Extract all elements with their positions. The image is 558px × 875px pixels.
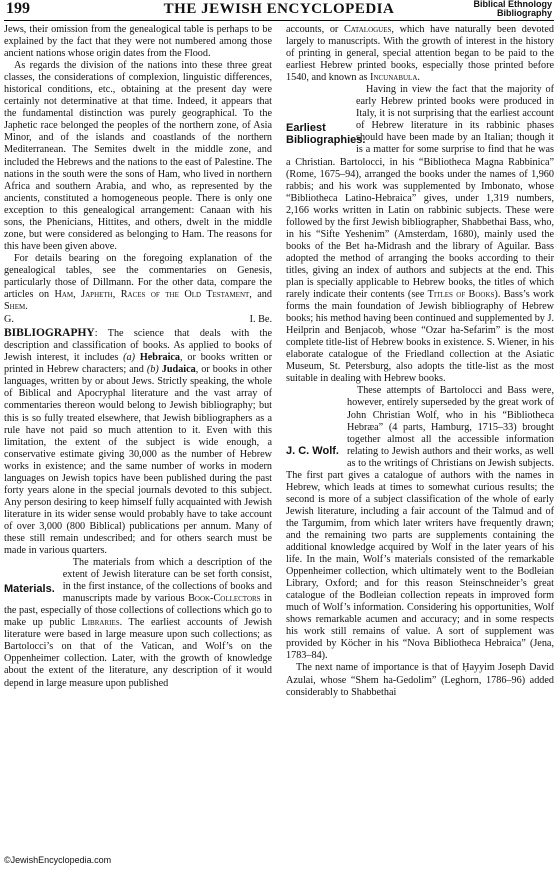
side-heading: J. C. Wolf. bbox=[286, 445, 339, 458]
paragraph: accounts, or Catalogues, which have naturally been devoted largely to manuscripts. With the growth of interest in the history of printing in general, special attention began to be paid to the earliest Hebrew printed books, especially those printed before 1540, and known as Incunabula. bbox=[286, 24, 554, 84]
signature-line bbox=[4, 314, 272, 326]
article-start: BIBLIOGRAPHY: The science that deals with the description and classification of books. As applied to books of Jewish interest, it includes (a) Hebraica, or books written or printed in Hebrew characters; and (b) Judaica, or books in other languages, written by or about Jews. Strictly speaking, the whole of Biblical and Apocryphal literature and the vast array of commentaries thereon would belong to Jewish bibliography; but this is so fully treated elsewhere, that Jewish bibliographers as a rule have not paid so much attention to it. Even with this limitation, the extent of the subject is wide enough, a conservative estimate giving 30,000 as the number of Hebrew works in existence; and the same number of works in modern languages on Jewish topics have been published during the past forty years alone in the special journals devoted to this subject. Any person desiring to keep himself fully acquainted with Jewish literature in its wider sense would probably have to take account of over 3,000 (800 Biblical) publications per annum. Many of these still remain undescribed; and for others search must be made in various quarters. bbox=[4, 327, 272, 557]
topic-label bbox=[473, 0, 552, 18]
cross-ref-link[interactable]: Ham bbox=[54, 289, 74, 301]
cross-ref-link[interactable]: Races of the Old Testament bbox=[120, 289, 250, 301]
topic-line-2: Bibliography bbox=[496, 8, 552, 18]
side-heading: Earliest Bibliographies. bbox=[286, 122, 366, 147]
cross-ref-link[interactable]: Catalogues bbox=[343, 24, 392, 35]
signature-right: I. Be. bbox=[249, 314, 272, 326]
cross-ref-link[interactable]: Book-Collectors bbox=[188, 593, 261, 605]
page-number: 199 bbox=[6, 0, 30, 17]
paragraph: Jews, their omission from the genealogical table is perhaps to be explained by the fact that they were not numbered among those ancient nations whose origin dates from the Flood. bbox=[4, 24, 272, 60]
cross-ref-link[interactable]: Shem bbox=[4, 301, 26, 313]
footer-credit: ©JewishEncyclopedia.com bbox=[4, 855, 112, 865]
paragraph: Materials. The materials from which a description of the extent of Jewish literature can be set forth consist, in the first instance, of the collections of books and manuscripts made by various Book-Collectors in the past, especially of those collections of collections which go to make up public Libraries. The earliest accounts of Jewish literature were based in large measure upon such collections; as Bartolocci’s on that of the Vatican, and Wolf’s on the Oppenheimer collection. Later, with the growth of knowledge about the extent of the literature, any description of it would depend in large measure upon published bbox=[4, 557, 272, 689]
topic-line-1: Biblical Ethnology bbox=[473, 0, 552, 9]
paragraph: Earliest Bibliographies. Having in view the fact that the majority of early Hebrew printed books were produced in Italy, it is not surprising that the earliest account of Hebrew literature in its rabbinic phases should have been made by an Italian; though it is a matter for some surprise to find that he was a Christian. Bartolocci, in his “Bibliotheca Magna Rabbinica” (Rome, 1675–94), arranged the books under the names of 1,960 rabbis; and his work was supplemented by Imbonato, whose “Bibliotheca Latino-Hebraica” gives, under 1,319 numbers, 2,166 works written in Latin on rabbinic subjects. These were followed by the first Jewish bibliographer, Shabbethai Bass, who, in his “Sifte Yeshenim” (Amsterdam, 1680), mainly used the books of the Bet ha-Midrash and the library of Aguilar. Bass adopted the method of arranging the books according to their titles, giving an index of authors and subjects at the end. This plan is specially applicable to Hebrew books, the titles of which rarely indicate their contents (see Titles of Books). Bass’s work forms the main foundation of Jewish bibliography of Hebrew books; his method having been continued and supplemented by J. Heilprin and Benjacob, whose “Ozar ha-Sefarim” is the most complete title-list of Hebrew books in existence. S. Wiener, in his elaborate catalogue of the Friedland collection at the Asiatic Museum, St. Petersburg, also adopts the title-list as the most suitable in dealing with Hebrew books. bbox=[286, 84, 554, 385]
article-title: BIBLIOGRAPHY bbox=[4, 327, 95, 340]
paragraph: The next name of importance is that of Ḥayyim Joseph David Azulai, whose “Shem ha-Gedolim” (Leghorn, 1786–96) added considerably to Shabbethai bbox=[286, 662, 554, 698]
running-title: THE JEWISH ENCYCLOPEDIA bbox=[163, 1, 395, 17]
paragraph: As regards the division of the nations into these three great classes, the considerations of complexion, linguistic differences, historical conditions, etc., obtaining at the present day were certainly not determinative at that time. Indeed, it appears that the fundamental distinction was purely geographical. To the Japhetic race belonged the peoples of the northern zone, of Asia Minor, and of the islands and coastlands of the northern Mediterranean. The Semites dwelt in the middle zone, and included the Hebrews and the nations to the east of Palestine. The nations in the south were the sons of Ham, who lived in northern Africa and southern Arabia, and who, as represented by the ancients, constituted a homogeneous people. There is only one exception to this genealogical arrangement: Canaan with his sons, the Phenicians, Hittites, and others, dwelt in the middle zone, but were considered as belonging to Ham. The reasons for this have been given above. bbox=[4, 60, 273, 252]
paragraph: J. C. Wolf. These attempts of Bartolocci and Bass were, however, entirely superseded by the great work of John Christian Wolf, who in his “Bibliotheca Hebræa” (4 parts, Hamburg, 1715–33) brought together almost all the accessible information relating to Jewish authors and their works, as well as to the writings of Christians on Jewish subjects. The first part gives a catalogue of authors with the names in Hebrew, which leads at times to somewhat curious results; the second is more of a subject classification of the whole of early Jewish literature, including a fair account of the Talmud and of the Targumim, from which later writers have frequently drawn; and the remaining two parts are supplements containing the additional knowledge acquired by Wolf in the later years of his life. In the main, Wolf’s materials consisted of the remarkable Oppenheimer collection, which ultimately went to the Bodleian Library, Oxford; and for this reason Steinschneider’s great catalogue of the Bodleian collection repeats in improved form much of Wolf’s information. Considering his opportunities, Wolf shows remarkable acumen and accuracy; and in some respects his work still remains of value. A sort of supplement was provided by Köcher in his “Nova Bibliotheca Hebraica” (Jena, 1783–84). bbox=[286, 385, 554, 662]
cross-ref-link[interactable]: Titles of Books bbox=[427, 289, 495, 301]
cross-ref-link[interactable]: Incunabula bbox=[370, 72, 418, 84]
cross-ref-link[interactable]: Japheth bbox=[81, 289, 113, 301]
cross-ref-link[interactable]: Libraries bbox=[81, 617, 120, 629]
side-heading: Materials. bbox=[4, 583, 55, 596]
right-column bbox=[286, 24, 554, 699]
running-header bbox=[4, 0, 554, 21]
signature-left: G. bbox=[4, 314, 14, 326]
left-column bbox=[4, 24, 272, 690]
paragraph: For details bearing on the foregoing explanation of the genealogical tables, see the commentaries on Genesis, particularly those of Dillmann. For the other data, compare the articles on Ham, Japheth, Races of the Old Testament, and Shem. bbox=[4, 252, 272, 313]
